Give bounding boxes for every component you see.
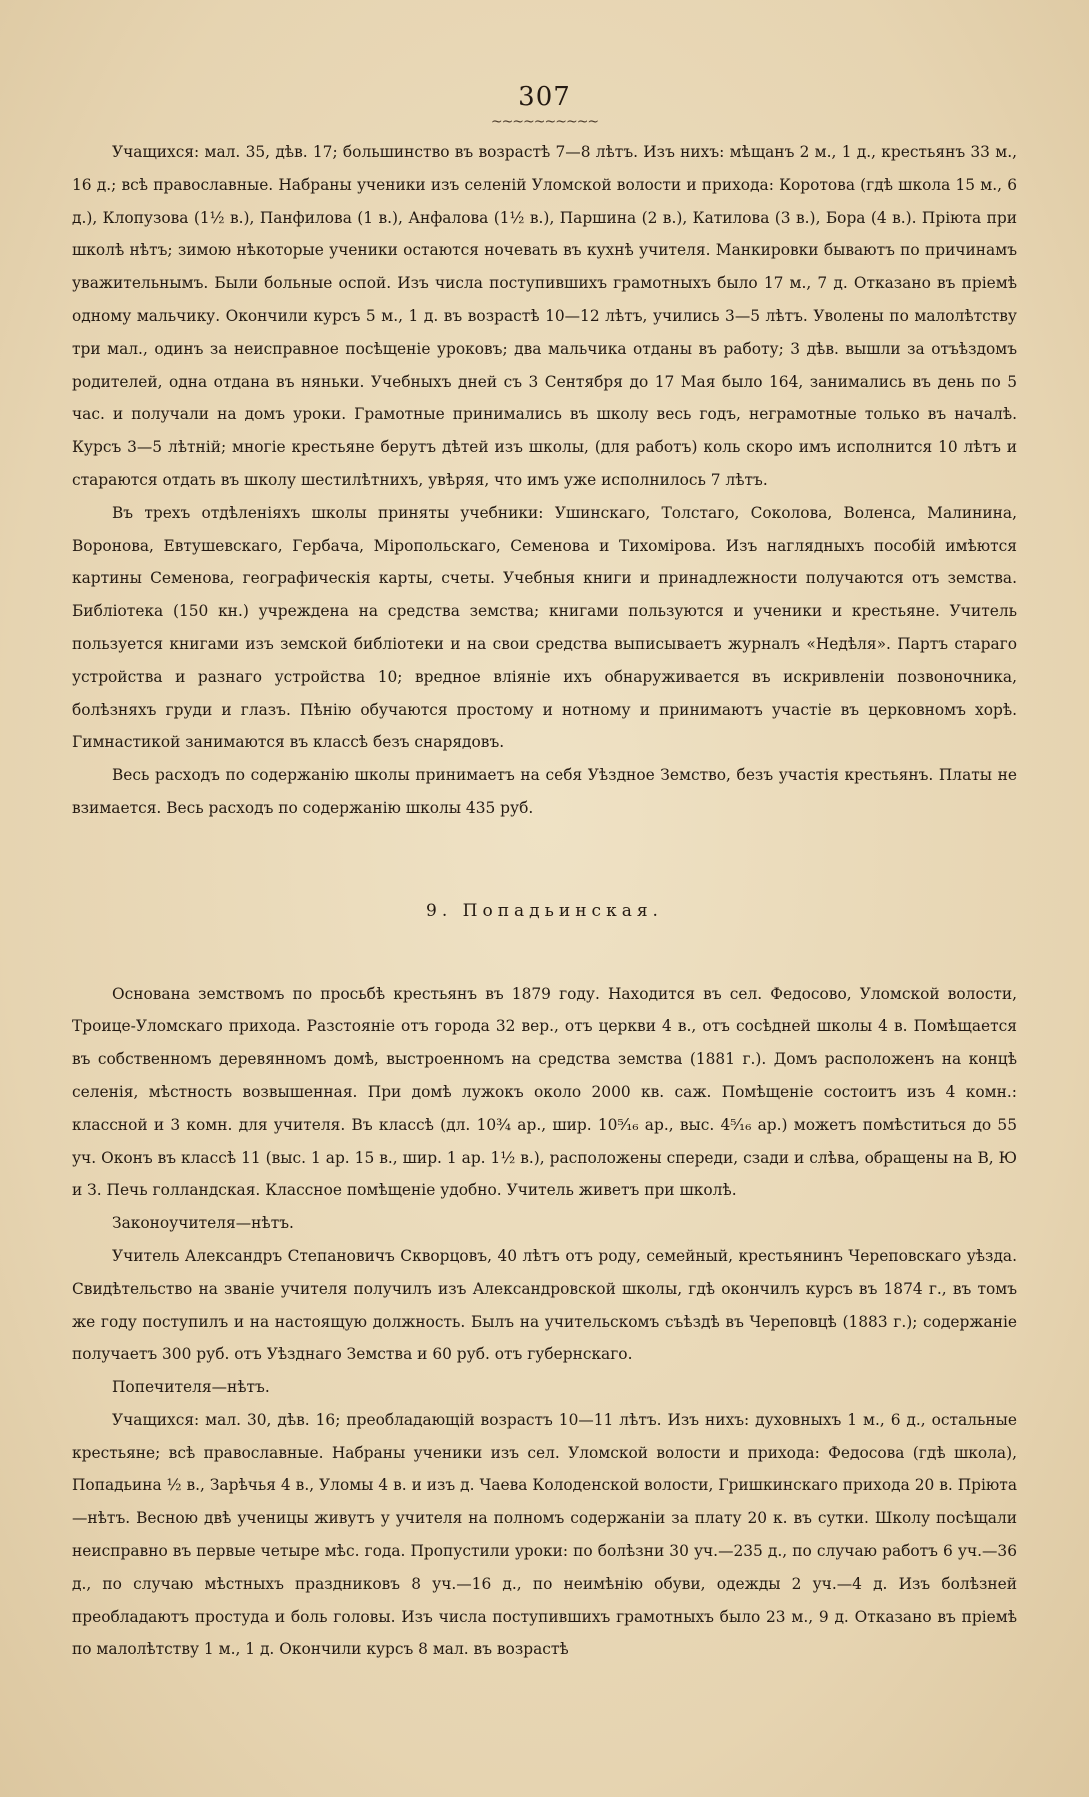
paragraph-pupils-popadyinskaya: Учащихся: мал. 30, дѣв. 16; преобладающій возрастъ 10—11 лѣтъ. Изъ нихъ: духовныхъ 1 м., 6 д., остальные крестьяне; всѣ православные. Набраны ученики изъ сел. Уломской волости и прихода: Федосова (гдѣ школа), Попадьина ½ в., Зарѣчья 4 в., Уломы 4 в. и изъ д. Чаева Колоденской волости, Гришкинскаго прихода 20 в. Пріюта—нѣтъ. Весною двѣ ученицы живутъ у учителя на полномъ содержаніи за плату 20 к. въ сутки. Школу посѣщали неисправно въ первые четыре мѣс. года. Пропустили уроки: по болѣзни 30 уч.—235 д., по случаю работъ 6 уч.—36 д., по случаю мѣстныхъ праздниковъ 8 уч.—16 д., по неимѣнію обуви, одежды 2 уч.—4 д. Изъ болѣзней преобладаютъ простуда и боль головы. Изъ числа поступившихъ грамотныхъ было 23 м., 9 д. Отказано въ пріемѣ по малолѣтству 1 м., 1 д. Окончили курсъ 8 мал. въ возрастѣ <box>72 1410 1017 1659</box>
header-ornament: ~~~~~~~~~~ <box>490 114 599 130</box>
paragraph-founding: Основана земствомъ по просьбѣ крестьянъ въ 1879 году. Находится въ сел. Федосово, Уломской волости, Троице-Уломскаго прихода. Разстояніе отъ города 32 вер., отъ церкви 4 в., отъ сосѣдней школы 4 в. Помѣщается въ собственномъ деревянномъ домѣ, выстроенномъ на средства земства (1881 г.). Домъ расположенъ на концѣ селенія, мѣстность возвышенная. При домѣ лужокъ около 2000 кв. саж. Помѣщеніе состоитъ изъ 4 комн.: классной и 3 комн. для учителя. Въ классѣ (дл. 10¾ ар., шир. 10⁵⁄₁₆ ар., выс. 4⁵⁄₁₆ ар.) можетъ помѣститься до 55 уч. Оконъ въ классѣ 11 (выс. 1 ар. 15 в., шир. 1 ар. 1½ в.), расположены спереди, сзади и слѣва, обращены на В, Ю и З. Печь голландская. Классное помѣщеніе удобно. Учитель живетъ при школѣ. <box>72 984 1017 1200</box>
paragraph-teacher: Учитель Александръ Степановичъ Скворцовъ, 40 лѣтъ отъ роду, семейный, крестьянинъ Череповскаго уѣзда. Свидѣтельство на званіе учителя получилъ изъ Александровской школы, гдѣ окончилъ курсъ въ 1874 г., въ томъ же году поступилъ и на настоящую должность. Былъ на учительскомъ съѣздѣ въ Череповцѣ (1883 г.); содержаніе получаетъ 300 руб. отъ Уѣзднаго Земства и 60 руб. отъ губернскаго. <box>72 1246 1017 1364</box>
paragraph-textbooks: Въ трехъ отдѣленіяхъ школы приняты учебники: Ушинскаго, Толстаго, Соколова, Воленса, Малинина, Воронова, Евтушевскаго, Гербача, Міропольскаго, Семенова и Тихомірова. Изъ наглядныхъ пособій имѣются картины Семенова, географическія карты, счеты. Учебныя книги и принадлежности получаются отъ земства. Библіотека (150 кн.) учреждена на средства земства; книгами пользуются и ученики и крестьяне. Учитель пользуется книгами изъ земской библіотеки и на свои средства выписываетъ журналъ «Недѣля». Партъ стараго устройства и разнаго устройства 10; вредное вліяніе ихъ обнаруживается въ искривленіи позвоночника, болѣзняхъ груди и глазъ. Пѣнію обучаются простому и нотному и принимаютъ участіе въ церковномъ хорѣ. Гимнастикой занимаются въ классѣ безъ снарядовъ. <box>72 503 1017 752</box>
paragraph-trustee: Попечителя—нѣтъ. <box>112 1378 270 1397</box>
page-number: 307 <box>518 82 571 112</box>
paragraph-expenses: Весь расходъ по содержанію школы принимаетъ на себя Уѣздное Земство, безъ участія крестьянъ. Платы не взимается. Весь расходъ по содержанію школы 435 руб. <box>72 766 1017 817</box>
section-heading: 9. Попадьинская. <box>426 900 663 921</box>
page-body <box>72 136 1017 1666</box>
paragraph-law-teacher: Законоучителя—нѣтъ. <box>112 1214 294 1233</box>
paragraph-pupils-koroteva: Учащихся: мал. 35, дѣв. 17; большинство въ возрастѣ 7—8 лѣтъ. Изъ нихъ: мѣщанъ 2 м., 1 д., крестьянъ 33 м., 16 д.; всѣ православные. Набраны ученики изъ селеній Уломской волости и прихода: Коротова (гдѣ школа 15 м., 6 д.), Клопузова (1½ в.), Панфилова (1 в.), Анфалова (1½ в.), Паршина (2 в.), Катилова (3 в.), Бора (4 в.). Пріюта при школѣ нѣтъ; зимою нѣкоторые ученики остаются ночевать въ кухнѣ учителя. Манкировки бываютъ по причинамъ уважительнымъ. Были больные оспой. Изъ числа поступившихъ грамотныхъ было 17 м., 7 д. Отказано въ пріемѣ одному мальчику. Окончили курсъ 5 м., 1 д. въ возрастѣ 10—12 лѣтъ, учились 3—5 лѣтъ. Уволены по малолѣтству три мал., одинъ за неисправное посѣщеніе уроковъ; два мальчика отданы въ работу; 3 дѣв. вышли за отъѣздомъ родителей, одна отдана въ няньки. Учебныхъ дней съ 3 Сентября до 17 Мая было 164, занимались въ день по 5 час. и получали на домъ уроки. Грамотные принимались въ школу весь годъ, неграмотные только въ началѣ. Курсъ 3—5 лѣтній; многіе крестьяне берутъ дѣтей изъ школы, (для работъ) коль скоро имъ исполнится 10 лѣтъ и стараются отдать въ школу шестилѣтнихъ, увѣряя, что имъ уже исполнилось 7 лѣтъ. <box>72 143 1017 489</box>
